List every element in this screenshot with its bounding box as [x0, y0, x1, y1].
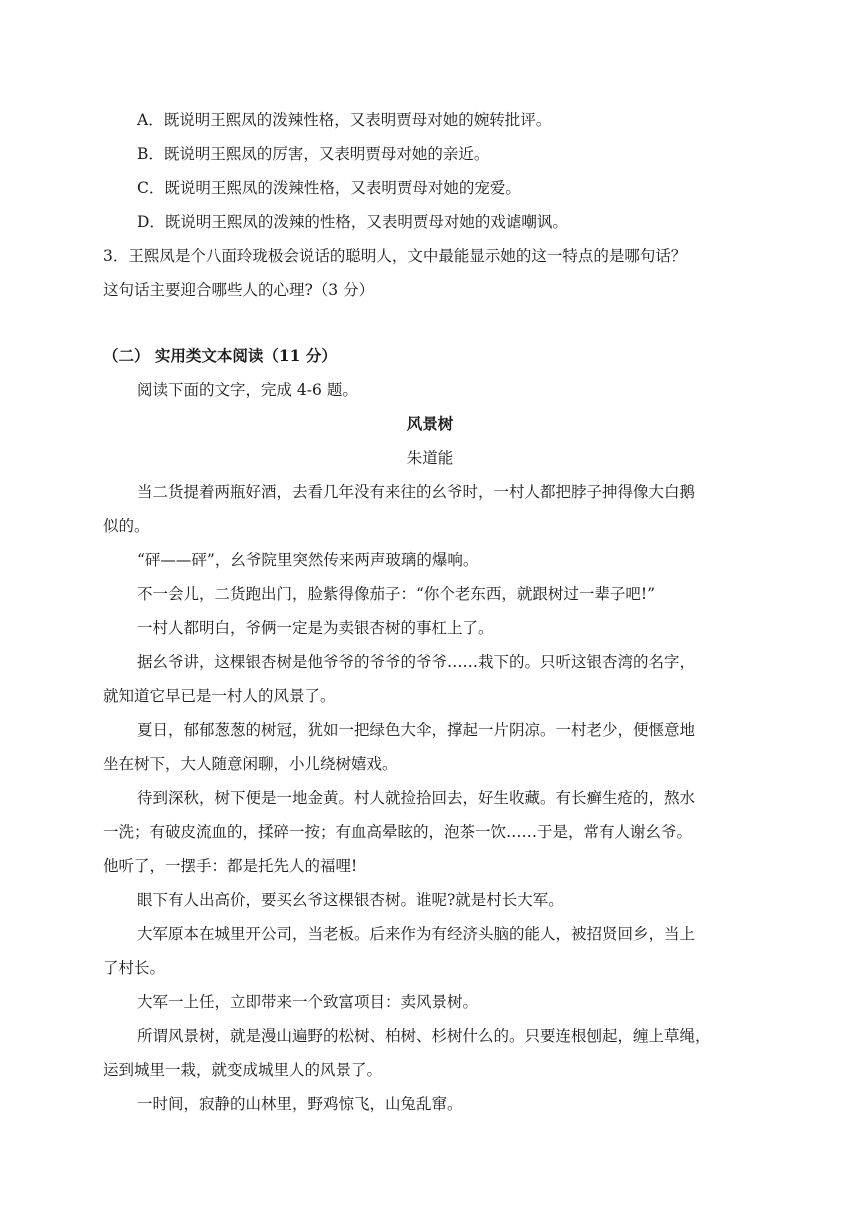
article-line: 据幺爷讲，这棵银杏树是他爷爷的爷爷的爷爷……栽下的。只听这银杏湾的名字， — [137, 653, 696, 671]
article-line: 当二货提着两瓶好酒，去看几年没有来往的幺爷时，一村人都把脖子抻得像大白鹅 — [137, 483, 696, 501]
article-line: 就知道它早已是一村人的风景了。 — [103, 687, 336, 705]
article-line: 似的。 — [103, 517, 150, 535]
article-line: “砰——砰”，幺爷院里突然传来两声玻璃的爆响。 — [137, 551, 479, 569]
option-d: D．既说明王熙凤的泼辣的性格，又表明贾母对她的戏谑嘲讽。 — [137, 213, 568, 231]
article-line: 不一会儿，二货跑出门，脸紫得像茄子：“你个老东西，就跟树过一辈子吧!” — [137, 585, 656, 603]
article-line: 运到城里一栽，就变成城里人的风景了。 — [103, 1061, 383, 1079]
article-line: 大军一上任，立即带来一个致富项目：卖风景树。 — [137, 993, 479, 1011]
article-line: 大军原本在城里开公司，当老板。后来作为有经济头脑的能人，被招贤回乡，当上 — [137, 925, 696, 943]
option-b: B．既说明王熙凤的厉害，又表明贾母对她的亲近。 — [137, 145, 490, 163]
option-c: C．既说明王熙凤的泼辣性格，又表明贾母对她的宠爱。 — [137, 179, 521, 197]
article-line: 坐在树下，大人随意闲聊，小儿绕树嬉戏。 — [103, 755, 398, 773]
article-title: 风景树 — [406, 414, 454, 433]
article-line: 一村人都明白，爷俩一定是为卖银杏树的事杠上了。 — [137, 619, 494, 637]
article-line: 一时间，寂静的山林里，野鸡惊飞，山兔乱窜。 — [137, 1095, 463, 1113]
article-line: 所谓风景树，就是漫山遍野的松树、柏树、杉树什么的。只要连根刨起，缠上草绳， — [137, 1027, 711, 1045]
article-line: 眼下有人出高价，要买幺爷这棵银杏树。谁呢?就是村长大军。 — [137, 891, 564, 909]
section-heading: （二） 实用类文本阅读（11 分） — [103, 346, 337, 365]
article-line: 夏日，郁郁葱葱的树冠，犹如一把绿色大伞，撑起一片阴凉。一村老少，便惬意地 — [137, 721, 696, 739]
article-line: 了村长。 — [103, 959, 166, 977]
question3-line1: 3．王熙凤是个八面玲珑极会说话的聪明人，文中最能显示她的这一特点的是哪句话？ — [103, 247, 687, 265]
article-line: 待到深秋，树下便是一地金黄。村人就捡拾回去，好生收藏。有长癣生疮的，熬水 — [137, 789, 696, 807]
article-author: 朱道能 — [406, 449, 454, 467]
question3-line2: 这句话主要迎合哪些人的心理?（3 分） — [103, 281, 375, 299]
section-instruction: 阅读下面的文字，完成 4-6 题。 — [137, 381, 358, 399]
article-line: 一洗；有破皮流血的，揉碎一按；有血高晕眩的，泡茶一饮……于是，常有人谢幺爷。 — [103, 823, 693, 841]
option-a: A．既说明王熙凤的泼辣性格，又表明贾母对她的婉转批评。 — [137, 111, 552, 129]
article-line: 他听了，一摆手：都是托先人的福哩! — [103, 857, 358, 875]
